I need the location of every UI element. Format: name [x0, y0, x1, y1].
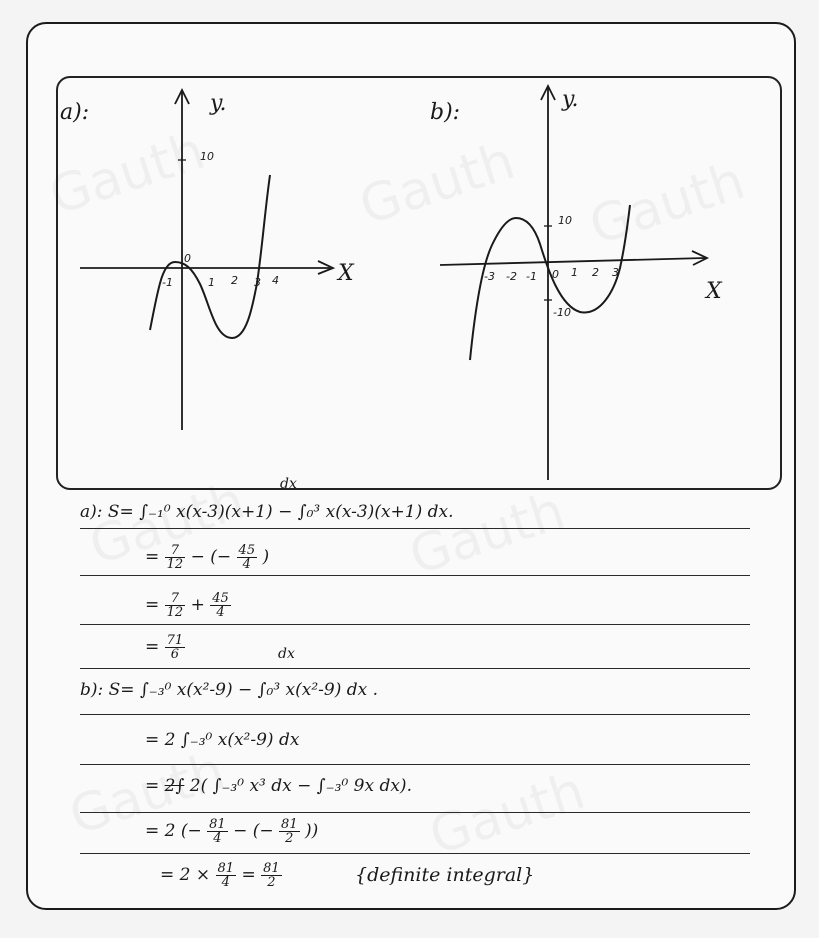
definite-integral-note: {definite integral} — [355, 864, 535, 886]
dx-note: dx — [280, 476, 297, 492]
graph-a-xtick: 0 — [184, 252, 191, 265]
graph-b-ytick-label-neg: -10 — [553, 306, 571, 319]
ruled-line — [80, 575, 750, 576]
graph-b-xtick: 2 — [592, 266, 599, 279]
ruled-line — [80, 668, 750, 669]
graph-a-y-label: y. — [210, 91, 227, 116]
graph-a-xtick: 4 — [272, 274, 279, 287]
graph-a-xtick: -1 — [162, 276, 173, 289]
solution-b-line-3: = 2∫ 2( ∫₋₃⁰ x³ dx − ∫₋₃⁰ 9x dx). — [145, 776, 412, 796]
solution-b-line-1: b): S= ∫₋₃⁰ x(x²-9) − ∫₀³ x(x²-9) dx . — [80, 680, 379, 700]
ruled-line — [80, 714, 750, 715]
part-b-label: b): — [430, 100, 461, 125]
graph-b-xtick: 0 — [552, 268, 559, 281]
graph-b-y-label: y. — [562, 87, 579, 112]
solution-b-line-5: = 2 × $\frac{81}{4}$ = $\frac{81}{2}$ — [160, 861, 280, 890]
ruled-line — [80, 624, 750, 625]
graph-a-curve — [150, 175, 270, 338]
ruled-line — [80, 764, 750, 765]
ruled-line — [80, 528, 750, 529]
graph-a-x-label: X — [338, 261, 354, 286]
graph-a-xtick: 2 — [231, 274, 238, 287]
graph-b-xtick: -1 — [526, 270, 537, 283]
solution-a-line-4: = $\frac{71}{6}$ — [145, 633, 184, 662]
graph-a-xtick: 3 — [254, 276, 261, 289]
dx-note: dx — [278, 646, 295, 662]
solution-b-line-2: = 2 ∫₋₃⁰ x(x²-9) dx — [145, 730, 300, 750]
graph-b-xtick: -2 — [506, 270, 517, 283]
graph-b-ytick-label-pos: 10 — [558, 214, 572, 227]
ruled-line — [80, 812, 750, 813]
graph-a-xtick: 1 — [208, 276, 215, 289]
part-a-label: a): — [60, 100, 90, 125]
graph-b-x-axis — [440, 258, 705, 265]
solution-b-line-4: = 2 (− $\frac{81}{4}$ − (− $\frac{81}{2}$ )) — [145, 817, 319, 846]
graph-b-xtick: 3 — [612, 266, 619, 279]
solution-a-line-3: = $\frac{7}{12}$ + $\frac{45}{4}$ — [145, 591, 229, 620]
graph-b-xtick: 1 — [571, 266, 578, 279]
ruled-line — [80, 853, 750, 854]
solution-a-line-2: = $\frac{7}{12}$ − (− $\frac{45}{4}$ ) — [145, 543, 270, 572]
solution-a-line-1: a): S= ∫₋₁⁰ x(x-3)(x+1) − ∫₀³ x(x-3)(x+1) dx. — [80, 502, 454, 522]
graph-b-xtick: -3 — [484, 270, 495, 283]
graph-a-ytick-label: 10 — [200, 150, 214, 163]
struck-text: 2∫ — [164, 776, 185, 796]
graph-b-x-label: X — [706, 279, 722, 304]
